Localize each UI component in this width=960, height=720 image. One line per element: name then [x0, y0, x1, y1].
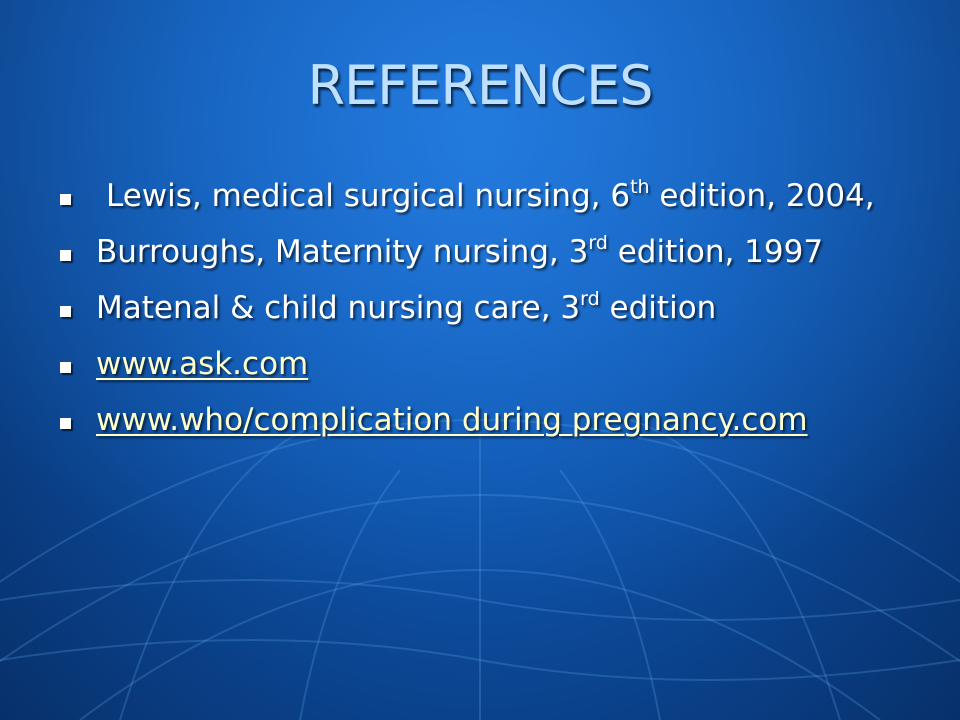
- reference-superscript: rd: [580, 287, 600, 310]
- reference-text: Matenal & child nursing care, 3: [96, 290, 581, 326]
- square-bullet-icon: [60, 306, 71, 317]
- reference-item: [60, 175, 900, 215]
- square-bullet-icon: [60, 362, 71, 373]
- reference-item: [60, 231, 900, 271]
- reference-text: Lewis, medical surgical nursing, 6: [106, 178, 631, 214]
- reference-tail: edition, 2004,: [649, 178, 875, 214]
- reference-link-item: [60, 402, 900, 439]
- reference-link-item: [60, 346, 900, 383]
- reference-superscript: rd: [588, 231, 608, 254]
- reference-tail: edition, 1997: [607, 234, 824, 270]
- square-bullet-icon: [60, 194, 71, 205]
- reference-item: [60, 287, 900, 327]
- who-link[interactable]: www.who/complication during pregnancy.com: [96, 402, 808, 438]
- reference-tail: edition: [599, 290, 717, 326]
- square-bullet-icon: [60, 250, 71, 261]
- slide-title: REFERENCES: [307, 54, 653, 117]
- square-bullet-icon: [60, 418, 71, 429]
- ask-link[interactable]: www.ask.com: [96, 346, 309, 382]
- reference-text: Burroughs, Maternity nursing, 3: [96, 234, 589, 270]
- reference-superscript: th: [630, 175, 650, 198]
- references-list: [60, 175, 900, 458]
